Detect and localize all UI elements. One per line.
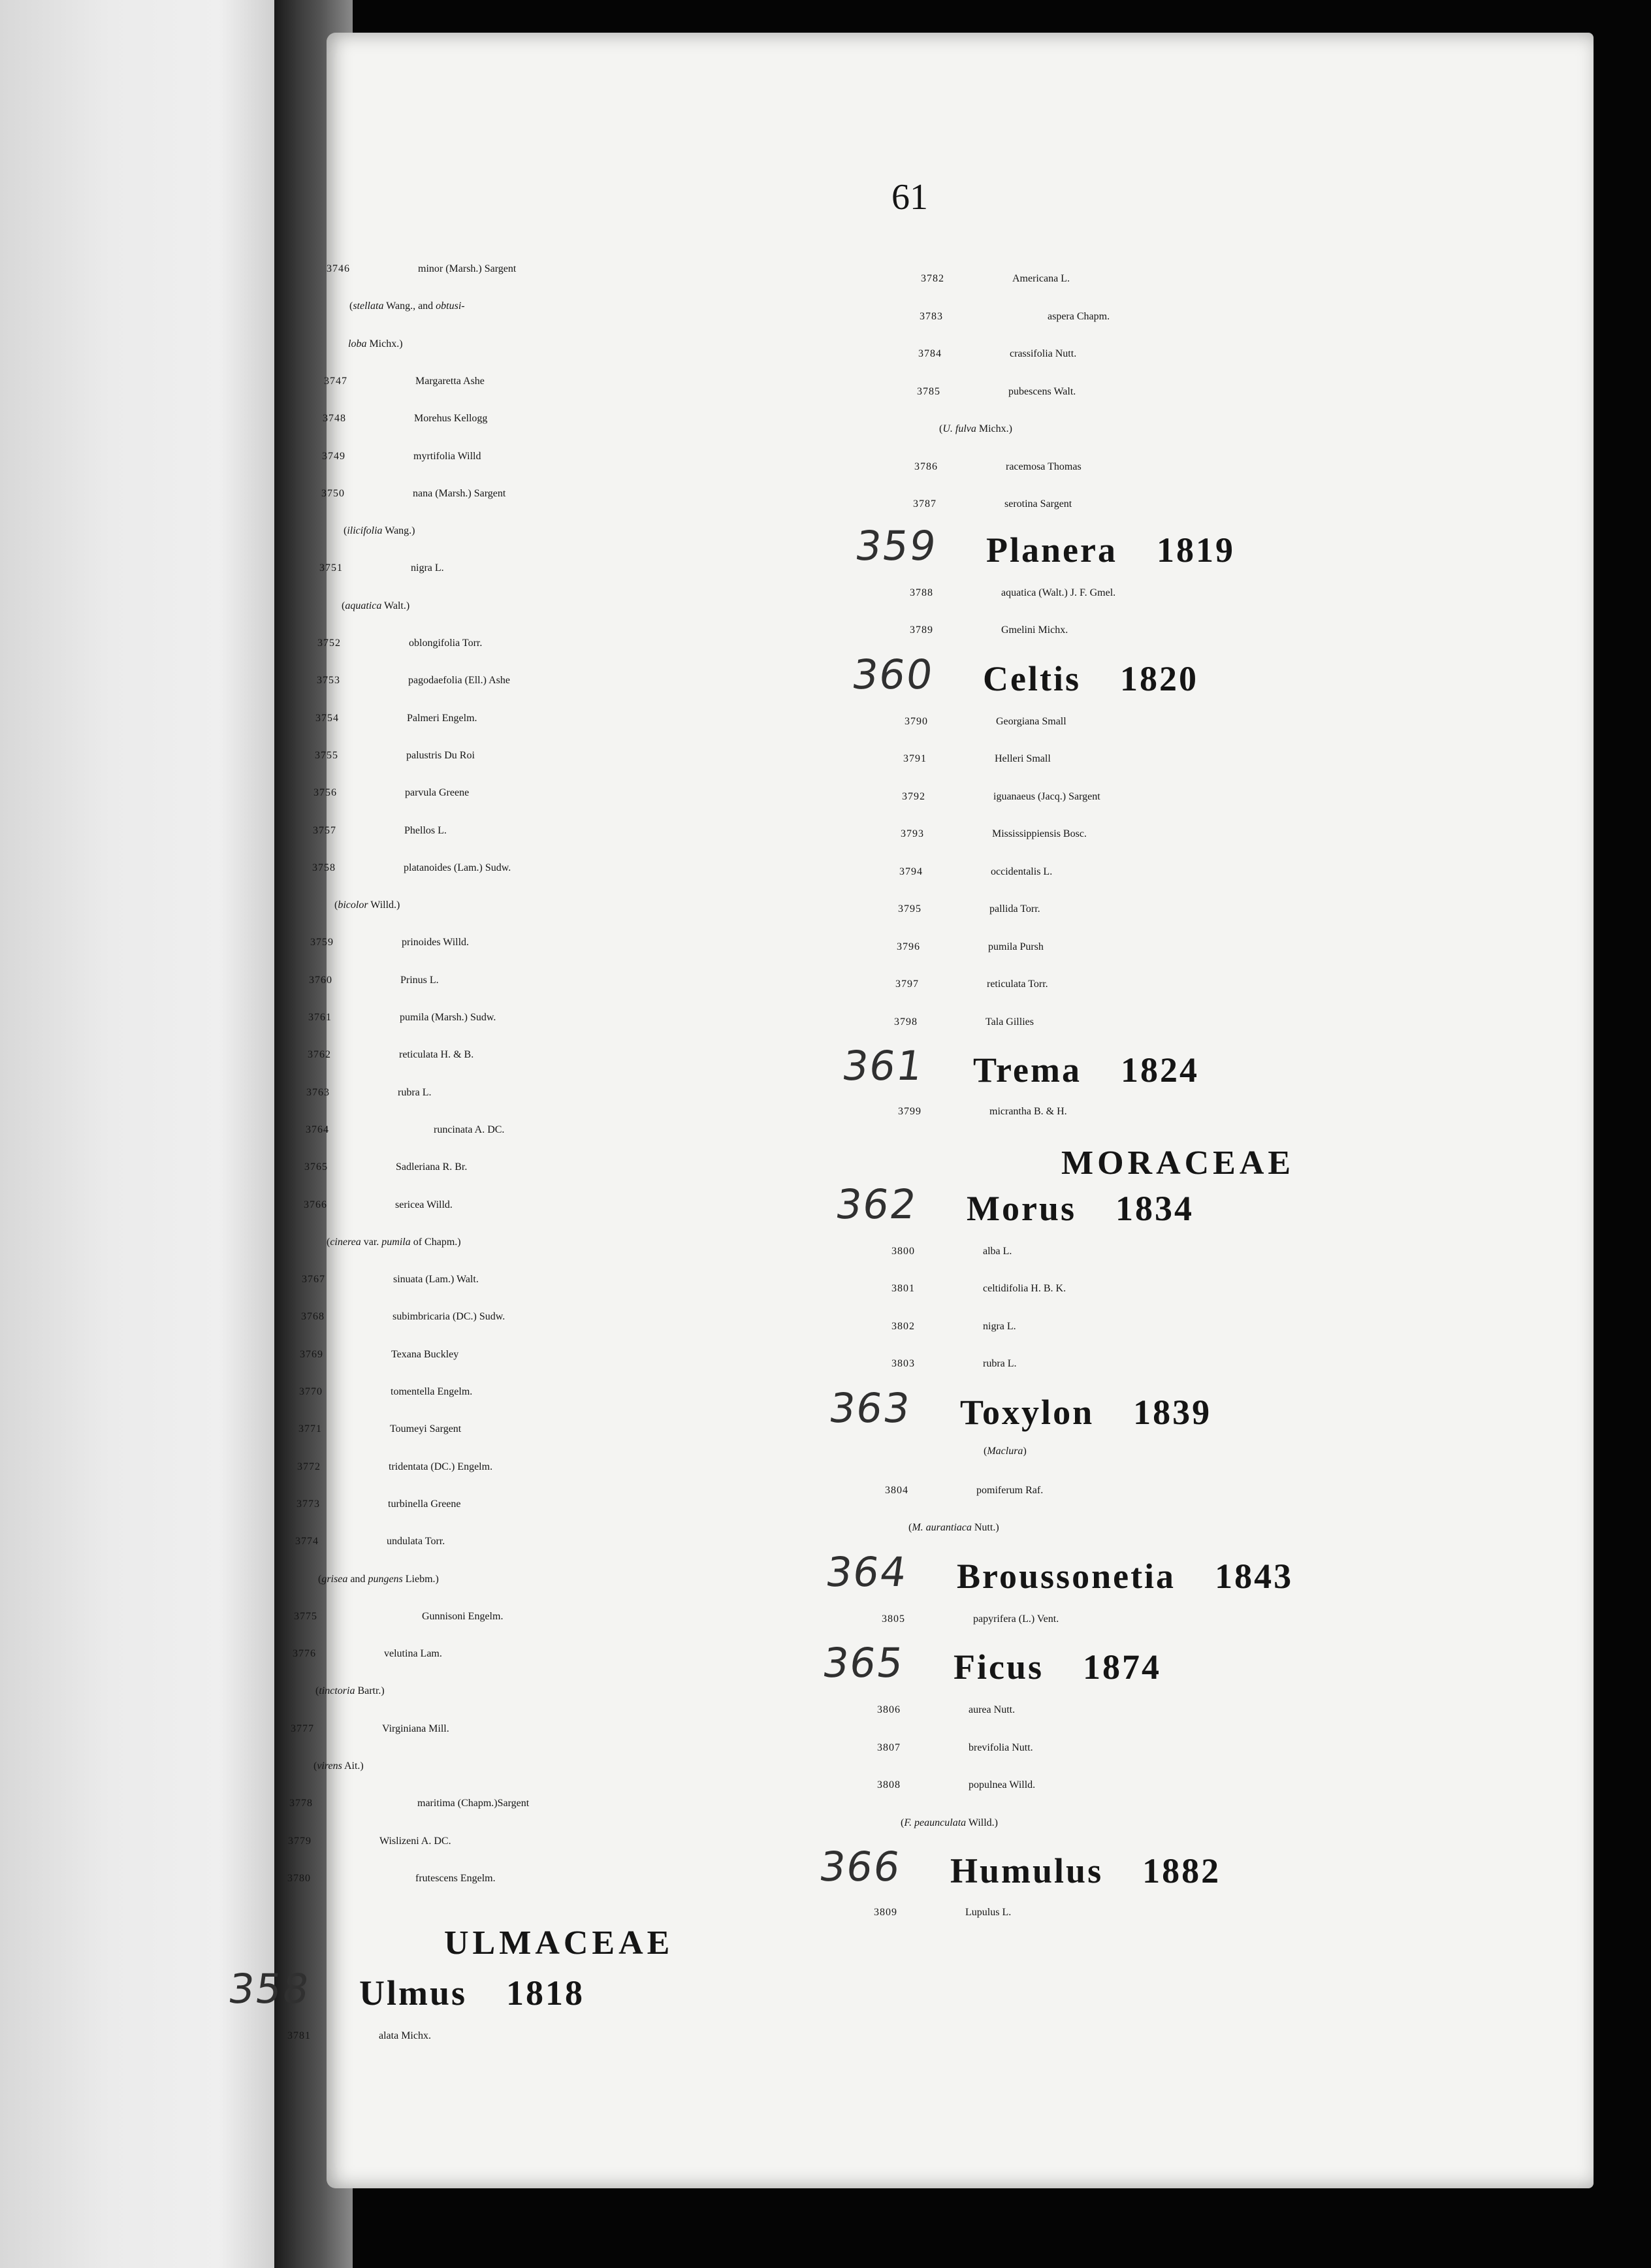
entry-name: celtidifolia H. B. K. xyxy=(983,1283,1066,1294)
entry-number: 3774 xyxy=(295,1536,319,1547)
entry-row xyxy=(877,1691,1015,1729)
entry-name: reticulata Torr. xyxy=(987,979,1048,990)
handwritten-annotation: 358 xyxy=(225,1965,313,2013)
entry-row xyxy=(298,1410,461,1448)
synonym-italic: aquatica xyxy=(345,600,382,611)
entry-name: myrtifolia Willd xyxy=(413,450,481,462)
synonym-row xyxy=(290,1747,364,1785)
entry-name: velutina Lam. xyxy=(384,1648,442,1660)
handwritten-annotation: 362 xyxy=(832,1180,921,1228)
entry-row xyxy=(899,853,1052,891)
handwritten-annotation: 363 xyxy=(826,1384,914,1432)
synonym-row xyxy=(960,1433,1027,1470)
synonym-row xyxy=(326,287,465,325)
genus-name: Broussonetia xyxy=(957,1556,1176,1596)
entry-number: 3791 xyxy=(903,753,927,764)
entry-name: aurea Nutt. xyxy=(969,1704,1016,1715)
entry-name: racemosa Thomas xyxy=(1006,461,1082,472)
page-number: 61 xyxy=(891,177,928,218)
entry-number: 3776 xyxy=(293,1648,316,1660)
entry-number: 3780 xyxy=(287,1872,311,1884)
entry-number: 3809 xyxy=(874,1907,897,1918)
synonym-text: (bicolor Willd.) xyxy=(334,899,400,911)
entry-number: 3755 xyxy=(315,749,338,761)
genus-name: Ulmus xyxy=(359,1973,468,2013)
entry-name: Gmelini Michx. xyxy=(1001,624,1068,636)
entry-row xyxy=(910,611,1068,649)
entry-name: Palmeri Engelm. xyxy=(407,712,477,724)
entry-row xyxy=(313,812,447,850)
family-heading: ULMACEAE xyxy=(444,1924,674,1962)
entry-row xyxy=(918,335,1076,373)
entry-number: 3794 xyxy=(899,866,923,877)
genus-heading-humulus xyxy=(950,1851,1221,1891)
entry-name: tridentata (DC.) Engelm. xyxy=(389,1461,493,1472)
entry-number: 3808 xyxy=(877,1779,901,1790)
entry-name: Mississippiensis Bosc. xyxy=(992,828,1087,839)
entry-name: sericea Willd. xyxy=(395,1199,453,1210)
entry-number: 3782 xyxy=(921,273,944,284)
entry-number: 3779 xyxy=(288,1835,312,1847)
family-heading: MORACEAE xyxy=(1061,1144,1295,1182)
entry-row xyxy=(315,700,477,737)
entry-name: Helleri Small xyxy=(995,753,1051,764)
synonym-italic: M. aurantiaca xyxy=(912,1522,972,1533)
entry-row xyxy=(920,298,1110,336)
handwritten-annotation: 361 xyxy=(839,1042,927,1090)
synonym-italic: ilicifolia xyxy=(347,525,383,537)
entry-row xyxy=(288,1822,451,1860)
synonym-text: (M. aurantiaca Nutt.) xyxy=(908,1522,999,1533)
entry-number: 3807 xyxy=(877,1742,901,1753)
entry-row xyxy=(901,815,1087,853)
genus-number: 1819 xyxy=(1156,530,1235,570)
genus-name: Humulus xyxy=(950,1851,1104,1890)
entry-row xyxy=(877,1729,1033,1767)
synonym-row xyxy=(325,325,403,363)
entry-number: 3749 xyxy=(322,450,345,462)
entry-name: Phellos L. xyxy=(404,824,447,836)
entry-number: 3753 xyxy=(317,675,340,687)
entry-number: 3797 xyxy=(895,979,919,990)
synonym-italic: tinctoria xyxy=(319,1685,355,1697)
entry-row xyxy=(321,475,505,513)
entry-name: rubra L. xyxy=(983,1358,1017,1369)
synonym-text: (cinerea var. pumila of Chapm.) xyxy=(327,1236,461,1248)
entry-number: 3758 xyxy=(312,862,336,873)
synonym-row xyxy=(311,886,400,924)
entry-number: 3763 xyxy=(306,1086,330,1098)
entry-name: pumila (Marsh.) Sudw. xyxy=(400,1012,496,1023)
entry-name: aquatica (Walt.) J. F. Gmel. xyxy=(1001,587,1116,598)
handwritten-annotation: 359 xyxy=(852,521,940,570)
entry-row xyxy=(913,485,1072,523)
entry-name: crassifolia Nutt. xyxy=(1010,348,1077,359)
synonym-text: (tinctoria Bartr.) xyxy=(315,1685,385,1697)
entry-number: 3795 xyxy=(898,903,922,915)
handwritten-annotation: 364 xyxy=(822,1547,911,1596)
entry-number: 3787 xyxy=(913,498,937,510)
entry-name: Georgiana Small xyxy=(996,715,1066,727)
synonym-text: (U. fulva Michx.) xyxy=(939,423,1012,434)
synonym-text: (virens Ait.) xyxy=(313,1760,364,1772)
entry-number: 3799 xyxy=(898,1106,922,1117)
entry-name: oblongifolia Torr. xyxy=(409,638,483,649)
entry-number: 3750 xyxy=(321,487,345,499)
entry-name: sinuata (Lam.) Walt. xyxy=(393,1274,479,1286)
synonym-italic: cinerea xyxy=(330,1236,361,1248)
entry-number: 3792 xyxy=(902,790,925,802)
entry-row xyxy=(300,1336,458,1374)
entry-name: Prinus L. xyxy=(400,974,439,986)
entry-number: 3757 xyxy=(313,824,336,836)
entry-name: Tala Gillies xyxy=(986,1016,1034,1028)
synonym-row xyxy=(303,1223,461,1261)
entry-name: pubescens Walt. xyxy=(1008,385,1076,397)
entry-row xyxy=(891,1345,1017,1383)
entry-row xyxy=(287,2017,431,2055)
synonym-row xyxy=(885,1509,999,1547)
genus-heading-broussonetia xyxy=(957,1556,1293,1596)
genus-number: 1839 xyxy=(1133,1392,1212,1432)
synonym-text: (grisea and pungens Liebm.) xyxy=(318,1573,439,1585)
entry-row xyxy=(294,1598,503,1636)
entry-number: 3806 xyxy=(877,1704,901,1715)
genus-heading-planera xyxy=(986,530,1235,570)
genus-heading-celtis xyxy=(983,658,1198,699)
entry-name: prinoides Willd. xyxy=(402,937,470,948)
genus-number: 1874 xyxy=(1083,1647,1162,1687)
entry-number: 3751 xyxy=(319,562,343,574)
synonym-italic: pumila xyxy=(381,1236,411,1248)
entry-number: 3790 xyxy=(905,715,928,727)
entry-number: 3802 xyxy=(891,1320,915,1332)
entry-number: 3764 xyxy=(306,1124,329,1135)
synonym-row xyxy=(295,1561,439,1598)
entry-row xyxy=(903,740,1051,778)
entry-name: rubra L. xyxy=(398,1086,432,1098)
entry-name: nigra L. xyxy=(983,1320,1016,1332)
entry-number: 3800 xyxy=(891,1245,915,1257)
entry-row xyxy=(317,624,482,662)
entry-number: 3746 xyxy=(327,263,350,274)
genus-name: Planera xyxy=(986,530,1117,570)
genus-heading-ficus xyxy=(954,1647,1161,1687)
entry-number: 3759 xyxy=(310,937,334,948)
entry-row xyxy=(308,999,496,1037)
entry-number: 3785 xyxy=(917,385,940,397)
entry-number: 3786 xyxy=(914,461,938,472)
synonym-text: (F. peaunculata Willd.) xyxy=(901,1817,998,1828)
entry-name: nigra L. xyxy=(411,562,444,574)
synonym-text: (aquatica Walt.) xyxy=(342,600,410,611)
entry-name: Morehus Kellogg xyxy=(414,413,488,425)
entry-number: 3773 xyxy=(297,1498,320,1510)
entry-number: 3788 xyxy=(910,587,933,598)
entry-row xyxy=(905,703,1066,741)
entry-name: Americana L. xyxy=(1012,273,1070,284)
entry-row xyxy=(295,1523,445,1561)
entry-row xyxy=(323,400,487,438)
entry-row xyxy=(921,260,1070,298)
entry-number: 3783 xyxy=(920,310,943,322)
entry-row xyxy=(894,1003,1034,1041)
entry-name: reticulata H. & B. xyxy=(399,1049,474,1061)
synonym-text: (Maclura) xyxy=(984,1445,1027,1457)
entry-row xyxy=(898,1093,1067,1131)
synonym-italic: bicolor xyxy=(338,899,368,911)
entry-number: 3784 xyxy=(918,348,942,359)
entry-number: 3769 xyxy=(300,1348,323,1360)
entry-row xyxy=(299,1373,472,1411)
synonym-italic: loba xyxy=(348,338,367,349)
entry-row xyxy=(313,774,469,812)
entry-number: 3781 xyxy=(287,2030,311,2041)
entry-name: subimbricaria (DC.) Sudw. xyxy=(393,1311,505,1323)
entry-row xyxy=(910,574,1115,612)
entry-number: 3768 xyxy=(301,1311,325,1323)
entry-row xyxy=(310,924,469,962)
entry-name: platanoides (Lam.) Sudw. xyxy=(404,862,511,873)
entry-number: 3770 xyxy=(299,1386,323,1397)
synonym-text: (stellata Wang., and obtusi- xyxy=(349,300,465,312)
entry-number: 3805 xyxy=(882,1613,905,1625)
entry-number: 3775 xyxy=(294,1610,317,1622)
entry-number: 3772 xyxy=(297,1461,321,1472)
genus-name: Ficus xyxy=(954,1647,1044,1687)
entry-row xyxy=(301,1298,505,1336)
entry-row xyxy=(306,1074,432,1112)
entry-row xyxy=(902,778,1100,816)
entry-row xyxy=(891,1308,1016,1346)
left-page-edge xyxy=(0,0,274,2268)
entry-row xyxy=(293,1635,442,1673)
entry-number: 3778 xyxy=(289,1798,313,1809)
entry-name: brevifolia Nutt. xyxy=(969,1742,1033,1753)
entry-row xyxy=(327,250,516,288)
handwritten-annotation: 366 xyxy=(816,1843,905,1890)
entry-name: nana (Marsh.) Sargent xyxy=(413,487,506,499)
genus-heading-ulmus xyxy=(359,1973,585,2013)
entry-name: Gunnisoni Engelm. xyxy=(422,1610,504,1622)
entry-name: aspera Chapm. xyxy=(1048,310,1110,322)
entry-name: Margaretta Ashe xyxy=(415,375,485,387)
entry-number: 3754 xyxy=(315,712,339,724)
entry-number: 3747 xyxy=(324,375,347,387)
entry-row xyxy=(914,448,1082,486)
genus-name: Morus xyxy=(967,1188,1076,1228)
synonym-row xyxy=(916,410,1012,448)
entry-name: runcinata A. DC. xyxy=(434,1124,505,1135)
entry-row xyxy=(317,662,510,700)
genus-number: 1843 xyxy=(1215,1556,1294,1596)
entry-name: tomentella Engelm. xyxy=(391,1386,473,1397)
entry-number: 3777 xyxy=(291,1723,314,1734)
entry-number: 3803 xyxy=(891,1358,915,1369)
entry-name: alba L. xyxy=(983,1245,1012,1257)
entry-name: Wislizeni A. DC. xyxy=(379,1835,451,1847)
entry-name: maritima (Chapm.)Sargent xyxy=(417,1798,530,1809)
entry-number: 3798 xyxy=(894,1016,918,1028)
entry-name: parvula Greene xyxy=(405,787,470,799)
synonym-text: loba Michx.) xyxy=(348,338,403,349)
entry-number: 3793 xyxy=(901,828,924,839)
synonym-row xyxy=(318,587,409,625)
entry-number: 3762 xyxy=(308,1049,331,1061)
entry-row xyxy=(289,1785,529,1822)
entry-row xyxy=(874,1894,1011,1932)
entry-name: iguanaeus (Jacq.) Sargent xyxy=(993,790,1100,802)
synonym-row xyxy=(320,512,415,550)
entry-row xyxy=(302,1261,479,1299)
entry-name: undulata Torr. xyxy=(387,1536,445,1547)
entry-row xyxy=(297,1448,492,1486)
entry-name: papyrifera (L.) Vent. xyxy=(973,1613,1059,1625)
entry-number: 3761 xyxy=(308,1012,332,1023)
entry-row xyxy=(306,1111,504,1149)
entry-name: pumila Pursh xyxy=(988,941,1044,952)
genus-number: 1882 xyxy=(1142,1851,1221,1890)
entry-name: alata Michx. xyxy=(379,2030,431,2041)
synonym-italic: virens xyxy=(317,1760,342,1772)
entry-number: 3765 xyxy=(304,1161,328,1173)
entry-row xyxy=(304,1148,467,1186)
entry-number: 3760 xyxy=(309,974,332,986)
genus-name: Toxylon xyxy=(960,1392,1095,1432)
entry-number: 3804 xyxy=(885,1484,908,1496)
entry-name: frutescens Engelm. xyxy=(415,1872,496,1884)
synonym-italic: Maclura xyxy=(987,1445,1023,1457)
entry-name: turbinella Greene xyxy=(388,1498,461,1510)
entry-name: Texana Buckley xyxy=(391,1348,459,1360)
genus-heading-trema xyxy=(973,1050,1199,1090)
synonym-italic: grisea xyxy=(321,1573,348,1585)
entry-row xyxy=(895,965,1048,1003)
entry-name: pomiferum Raf. xyxy=(976,1484,1044,1496)
genus-name: Trema xyxy=(973,1050,1082,1090)
entry-name: pagodaefolia (Ell.) Ashe xyxy=(408,675,510,687)
synonym-italic: stellata xyxy=(353,300,384,312)
synonym-italic: obtusi- xyxy=(436,300,465,312)
entry-name: occidentalis L. xyxy=(991,866,1053,877)
entry-row xyxy=(297,1485,461,1523)
entry-row xyxy=(898,890,1040,928)
genus-name: Celtis xyxy=(983,658,1081,698)
entry-number: 3801 xyxy=(891,1283,915,1294)
entry-row xyxy=(324,363,485,400)
entry-name: populnea Willd. xyxy=(969,1779,1036,1790)
entry-number: 3771 xyxy=(298,1423,322,1435)
genus-number: 1824 xyxy=(1120,1050,1199,1090)
synonym-text: (ilicifolia Wang.) xyxy=(344,525,415,537)
entry-name: pallida Torr. xyxy=(989,903,1040,915)
entry-number: 3766 xyxy=(304,1199,327,1210)
handwritten-annotation: 360 xyxy=(848,650,937,698)
entry-row xyxy=(322,438,481,476)
entry-row xyxy=(304,1186,453,1224)
entry-row xyxy=(891,1270,1066,1308)
genus-number: 1818 xyxy=(506,1973,585,2013)
entry-name: micrantha B. & H. xyxy=(989,1106,1067,1117)
entry-name: Lupulus L. xyxy=(965,1907,1012,1918)
entry-name: Sadleriana R. Br. xyxy=(396,1161,468,1173)
entry-name: Virginiana Mill. xyxy=(382,1723,449,1734)
entry-name: palustris Du Roi xyxy=(406,749,475,761)
entry-row xyxy=(291,1710,449,1748)
entry-number: 3752 xyxy=(317,638,341,649)
entry-row xyxy=(891,1233,1012,1271)
entry-row xyxy=(885,1472,1043,1510)
entry-row xyxy=(897,928,1044,966)
entry-number: 3789 xyxy=(910,624,933,636)
entry-name: Toumeyi Sargent xyxy=(390,1423,462,1435)
genus-heading-toxylon xyxy=(960,1392,1211,1433)
genus-heading-morus xyxy=(967,1188,1194,1229)
genus-number: 1820 xyxy=(1119,658,1198,698)
entry-row xyxy=(319,549,444,587)
synonym-row xyxy=(877,1804,998,1842)
entry-name: serotina Sargent xyxy=(1004,498,1072,510)
entry-row xyxy=(877,1766,1035,1804)
genus-number: 1834 xyxy=(1115,1188,1194,1228)
entry-row xyxy=(309,962,439,999)
synonym-row xyxy=(292,1672,385,1710)
synonym-italic: F. peaunculata xyxy=(904,1817,967,1828)
entry-row xyxy=(882,1600,1059,1638)
handwritten-annotation: 365 xyxy=(819,1639,908,1687)
entry-number: 3748 xyxy=(323,413,346,425)
entry-row xyxy=(315,737,475,775)
entry-row xyxy=(308,1036,473,1074)
entry-number: 3767 xyxy=(302,1274,325,1286)
entry-row xyxy=(917,373,1076,411)
entry-number: 3796 xyxy=(897,941,920,952)
entry-name: minor (Marsh.) Sargent xyxy=(418,263,517,274)
entry-number: 3756 xyxy=(313,787,337,799)
entry-row xyxy=(287,1860,496,1898)
synonym-italic: U. fulva xyxy=(942,423,976,434)
synonym-italic: pungens xyxy=(368,1573,403,1585)
entry-row xyxy=(312,849,511,887)
